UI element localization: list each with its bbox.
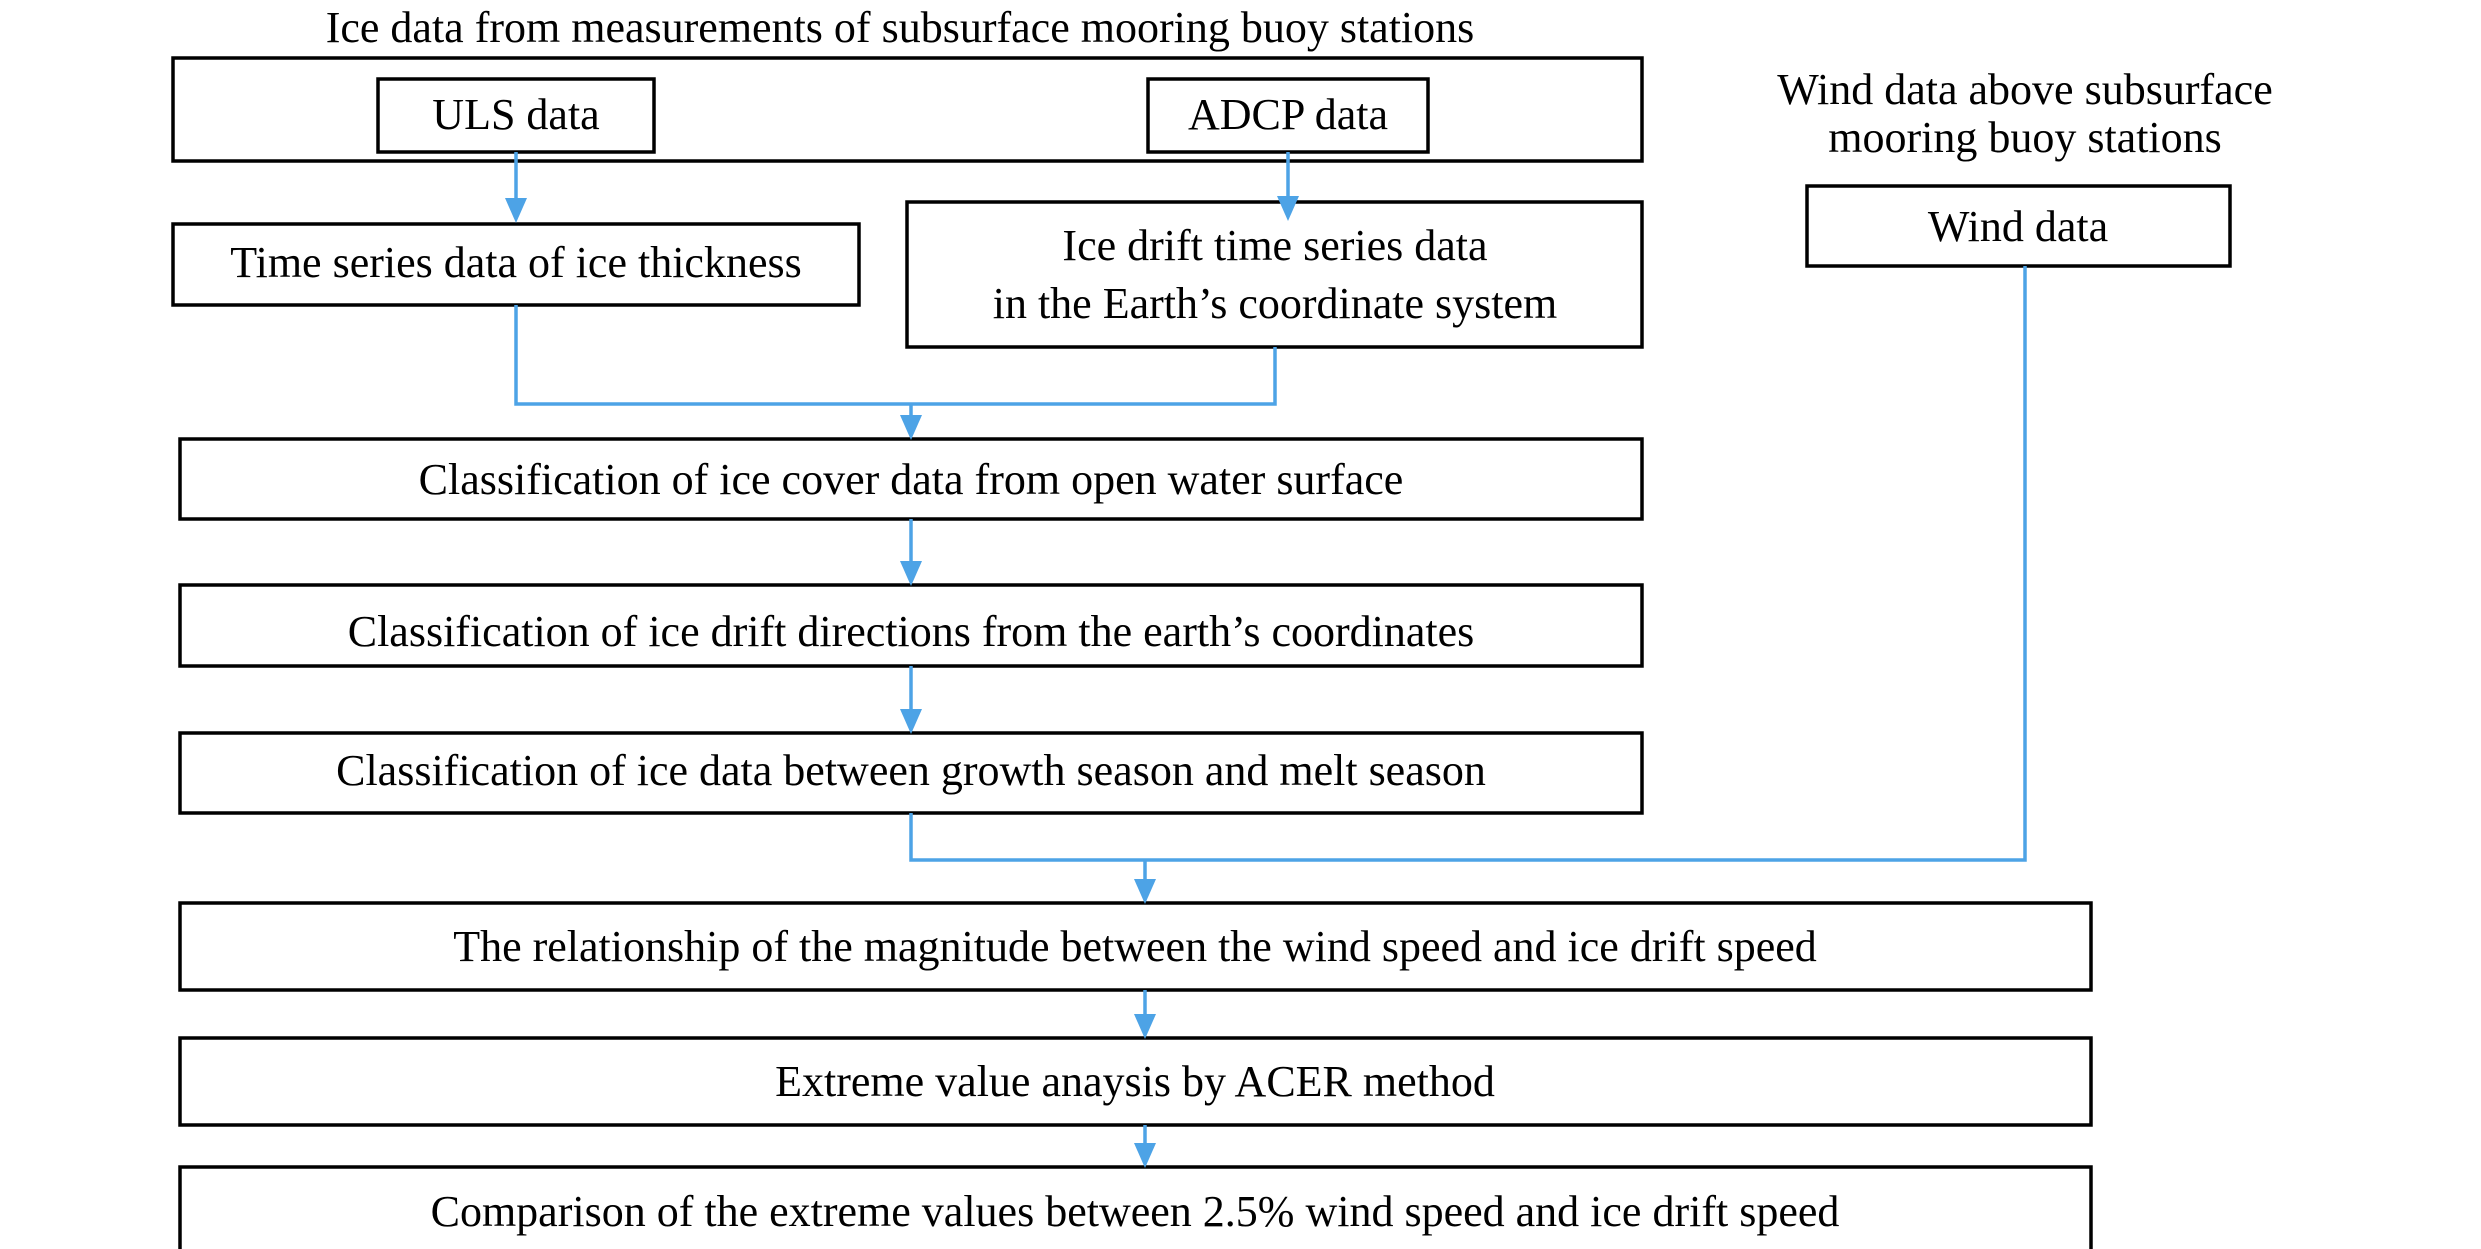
ice-drift-label-line2: in the Earth’s coordinate system — [992, 279, 1558, 328]
classification-directions-label: Classification of ice drift directions from the earth’s coordinates — [347, 607, 1475, 656]
comparison-label: Comparison of the extreme values between 2.5% wind speed and ice drift speed — [430, 1187, 1840, 1236]
adcp-data-label: ADCP data — [1187, 90, 1389, 139]
arrowhead-merge-to-open-water — [900, 415, 922, 440]
arrowhead-relationship-to-acer — [1134, 1014, 1156, 1039]
arrowhead-to-relationship — [1134, 879, 1156, 904]
arrowhead-acer-to-comparison — [1134, 1143, 1156, 1168]
classification-season-label: Classification of ice data between growth season and melt season — [336, 746, 1486, 795]
acer-label: Extreme value anaysis by ACER method — [775, 1057, 1495, 1106]
uls-data-label: ULS data — [432, 90, 600, 139]
ice-drift-label-line1: Ice drift time series data — [1062, 221, 1488, 270]
ice-thickness-label: Time series data of ice thickness — [230, 238, 802, 287]
wind-group-title-line1: Wind data above subsurface — [1777, 65, 2273, 114]
classification-open-water-label: Classification of ice cover data from open water surface — [418, 455, 1404, 504]
ice-group-title: Ice data from measurements of subsurface mooring buoy stations — [325, 3, 1475, 52]
wind-data-label: Wind data — [1927, 202, 2109, 251]
relationship-label: The relationship of the magnitude between the wind speed and ice drift speed — [453, 922, 1817, 971]
arrowhead-directions-to-season — [900, 709, 922, 734]
wind-group-title-line2: mooring buoy stations — [1828, 113, 2222, 162]
arrowhead-uls-to-thickness — [505, 198, 527, 223]
arrowhead-open-water-to-directions — [900, 561, 922, 586]
